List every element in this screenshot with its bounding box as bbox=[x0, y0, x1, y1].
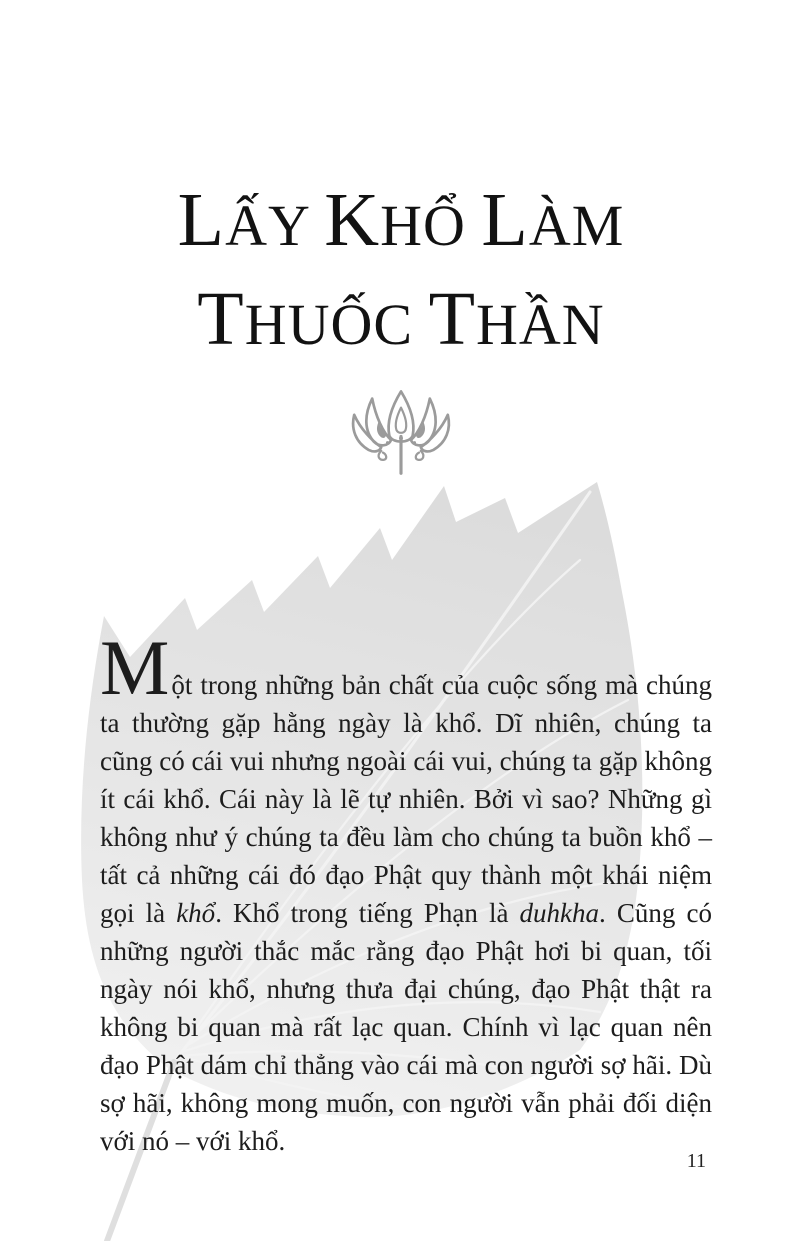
paragraph-text bbox=[100, 670, 712, 1156]
page-number: 11 bbox=[686, 1150, 706, 1172]
title-line-2 bbox=[0, 277, 802, 376]
text-run-cap-sm: HUỐC bbox=[244, 292, 429, 357]
drop-cap: M bbox=[100, 624, 170, 711]
title-line-1 bbox=[0, 178, 802, 277]
text-run-cap-lg: L bbox=[481, 178, 529, 262]
text-run-cap-lg: T bbox=[428, 277, 477, 361]
text-run-cap-sm: HỔ bbox=[380, 193, 482, 258]
text-run-cap-sm: HẦN bbox=[476, 292, 605, 357]
lotus-icon bbox=[0, 386, 802, 476]
text-run-italic: duhkha bbox=[519, 898, 600, 928]
text-run: . Cũng có những người thắc mắc rằng đạo Phật hơi bi quan, tối ngày nói khổ, nhưng thưa đại chúng, đạo Phật thật ra không bi quan mà rất lạc quan. Chính vì lạc quan nên đạo Phật dám chỉ thẳng vào cái mà con người sợ hãi. Dù sợ hãi, không mong muốn, con người vẫn phải đối diện với nó – với khổ. bbox=[100, 898, 712, 1156]
text-run: ột trong những bản chất của cuộc sống mà chúng ta thường gặp hằng ngày là khổ. Dĩ nhiên, chúng ta cũng có cái vui nhưng ngoài cái vui, chúng ta gặp không ít cái khổ. Cái này là lẽ tự nhiên. Bởi vì sao? Những gì không như ý chúng ta đều làm cho chúng ta buồn khổ – tất cả những cái đó đạo Phật quy thành một khái niệm gọi là bbox=[100, 670, 712, 928]
text-run-cap-lg: K bbox=[324, 178, 381, 262]
text-run-cap-lg: T bbox=[197, 277, 245, 361]
text-run-cap-sm: ẤY bbox=[225, 193, 325, 258]
body-paragraph bbox=[100, 624, 712, 1160]
text-run-cap-sm: ÀM bbox=[528, 193, 625, 258]
text-run: . Khổ trong tiếng Phạn là bbox=[215, 898, 520, 928]
text-run-italic: khổ bbox=[176, 898, 216, 928]
page-title bbox=[0, 0, 802, 376]
text-run-cap-lg: L bbox=[177, 178, 226, 262]
